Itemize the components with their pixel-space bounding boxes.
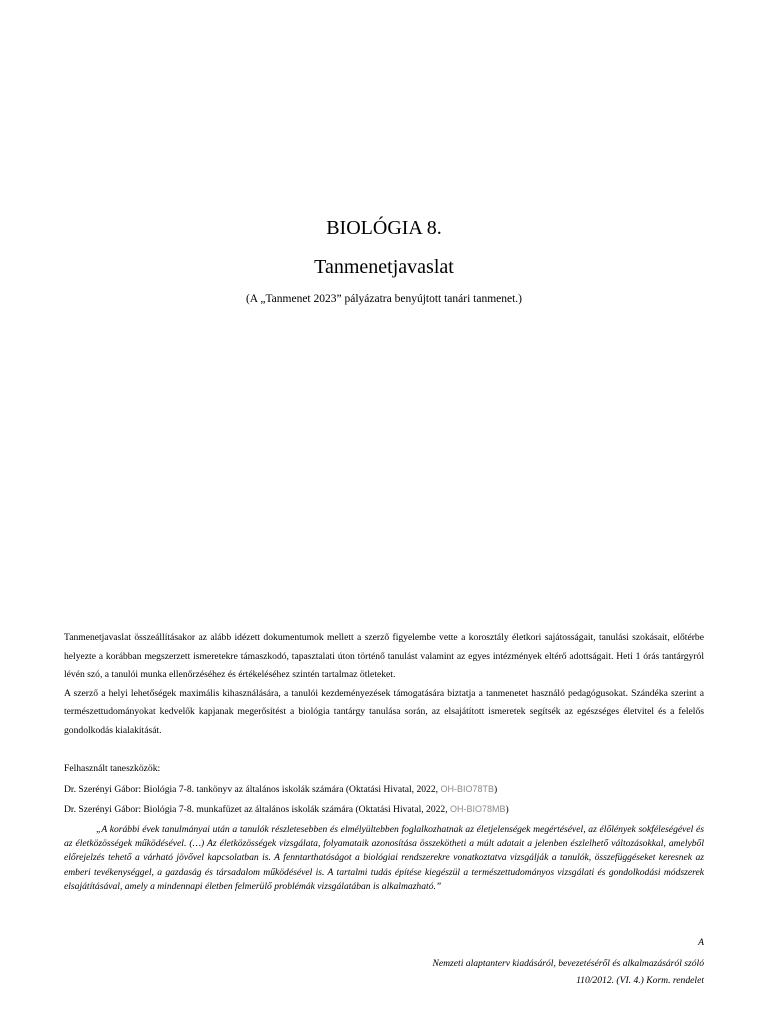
quote-source-line: A xyxy=(698,937,704,948)
tool-reference xyxy=(64,784,497,795)
document-title: BIOLÓGIA 8. xyxy=(326,217,442,239)
tool-reference-end: ) xyxy=(493,784,498,795)
tool-reference xyxy=(64,804,509,815)
document-subtitle: Tanmenetjavaslat xyxy=(314,256,454,278)
quote-source-line: 110/2012. (VI. 4.) Korm. rendelet xyxy=(576,975,704,986)
document-note: (A „Tanmenet 2023” pályázatra benyújtott tanári tanmenet.) xyxy=(245,293,523,305)
intro-paragraph: A szerző a helyi lehetőségek maximális kihasználására, a tanulói kezdeményezések támogatására biztatja a tanmenetet használó pedagógusokat. Szándéka szerint a természettudományokat kedvelők kapjanak megerősítést a biológia tantárgy tanulása során, az elsajátított ismeretek segítsék az egészséges életvitel és a felelős gondolkodás kialakítását. xyxy=(64,687,704,736)
quote-source-line: Nemzeti alaptanterv kiadásáról, bevezetéséről és alkalmazásáról szóló xyxy=(432,958,704,969)
nat-quote: „A korábbi évek tanulmányai után a tanulók részletesebben és elmélyültebben foglalkozhatnak az életjelenségek megértésével, az élőlények sokféleségével és az életközösségek működésével. (…) Az életközösségek vizsgálata, folyamataik azonosítása összekötheti a múlt adatait a jelenben észlelhető változásokkal, amelyből előrejelzés tehető a várható jövővel kapcsolatban is. A fenntarthatóságot a biológiai rendszerekre vonatkoztatva vizsgálják a tanulók, összefüggéseket keresnek az emberi tevékenységgel, a gazdaság és társadalom működésével is. A tartalmi tudás építése kiegészül a természettudományos vizsgálati és gondolkodási módszerek elsajátításával, amely a mindennapi életben felmerülő problémák vizsgálatában is alkalmazható.” xyxy=(64,824,704,892)
tool-reference-text: Dr. Szerényi Gábor: Biológia 7-8. tankönyv az általános iskolák számára (Oktatási Hivatal, 2022, xyxy=(64,784,441,795)
tool-reference-code: OH-BIO78TB xyxy=(440,784,494,794)
tool-reference-text: Dr. Szerényi Gábor: Biológia 7-8. munkafüzet az általános iskolák számára (Oktatási Hivatal, 2022, xyxy=(64,804,451,815)
tools-heading: Felhasznált taneszközök: xyxy=(64,763,161,774)
intro-section xyxy=(64,629,704,740)
tool-reference-code: OH-BIO78MB xyxy=(450,804,506,814)
intro-paragraph: Tanmenetjavaslat összeállításakor az alább idézett dokumentumok mellett a szerző figyelembe vette a korosztály életkori sajátosságait, tanulási szokásait, előtérbe helyezte a korábban megszerzett ismeretekre támaszkodó, tapasztalati úton történő tanulást valamint az egyes intézmények eltérő adottságait. Heti 1 órás tantárgyról lévén szó, a tanulói munka ellenőrzéséhez és értékeléséhez szintén tartalmaz ötleteket. xyxy=(64,632,704,680)
tool-reference-end: ) xyxy=(505,804,509,815)
